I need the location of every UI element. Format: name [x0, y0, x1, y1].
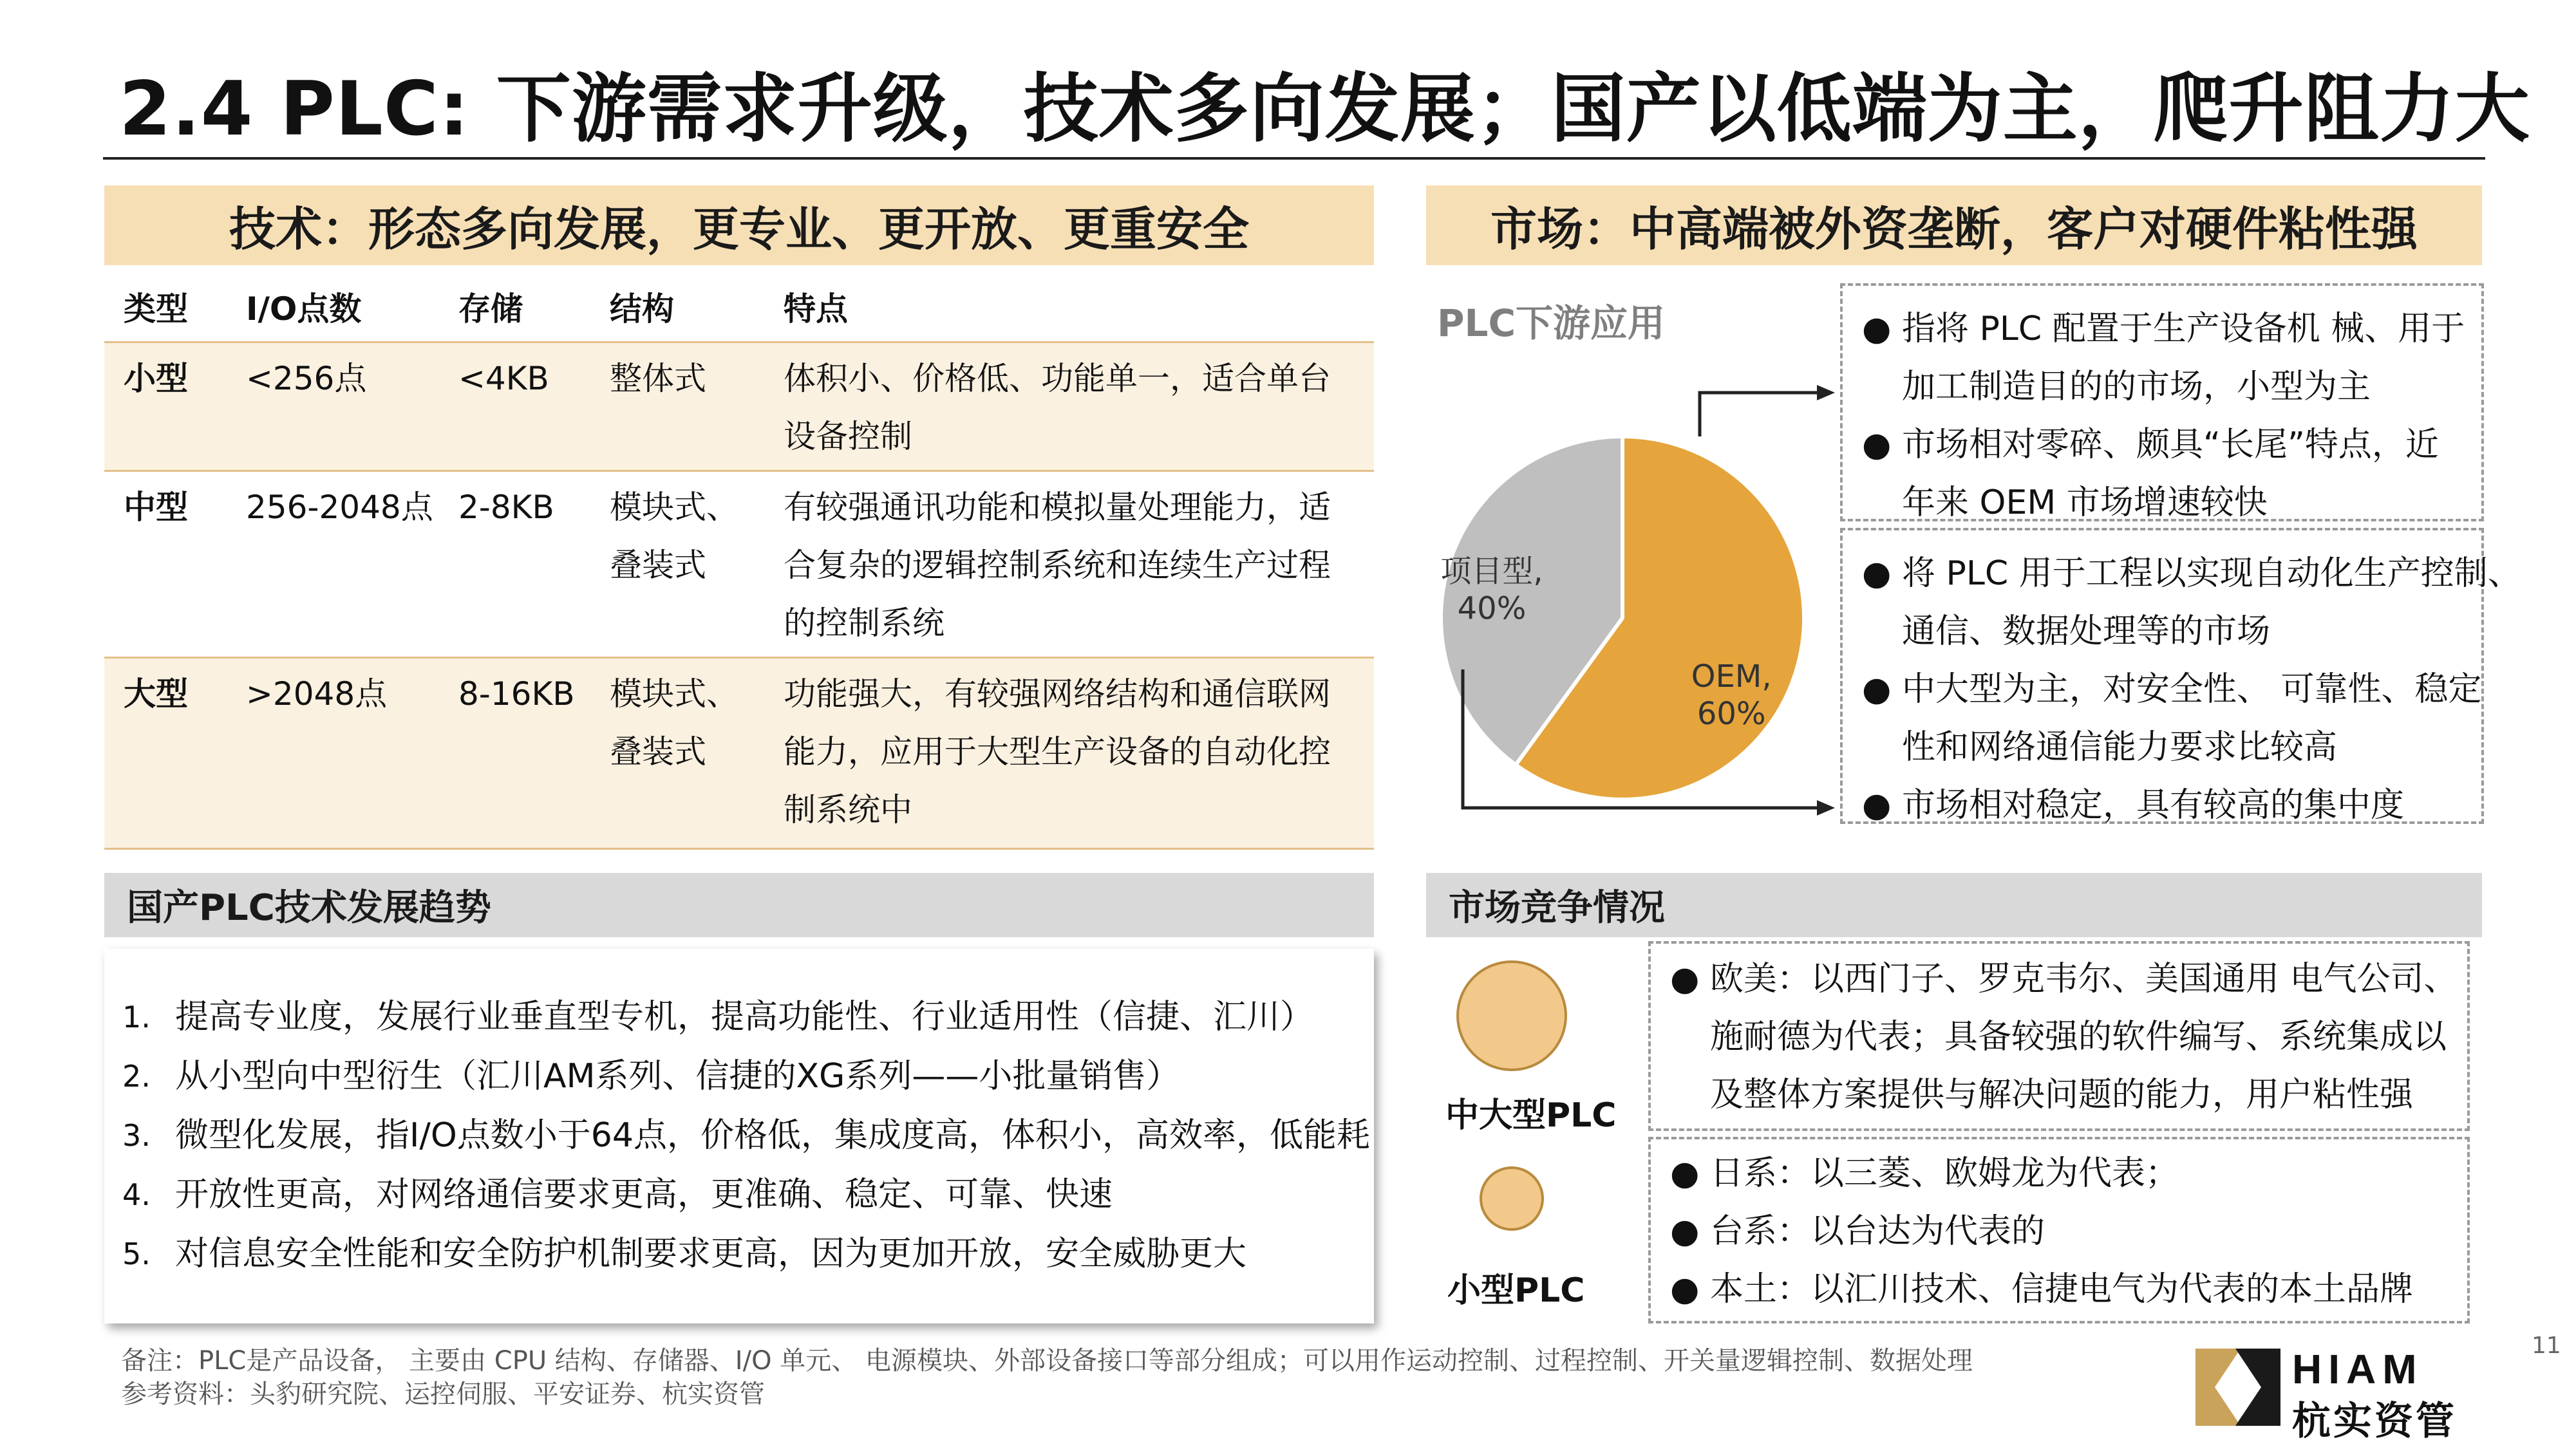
list-text: 从小型向中型衍生（汇川AM系列、信捷的XG系列——小批量销售） — [175, 1057, 1180, 1096]
pie-slice-value: 40% — [1457, 590, 1527, 627]
structure-line: 模块式、 — [610, 489, 738, 526]
oem-arrow-line — [1700, 393, 1822, 436]
io-cell: 256-2048点 — [246, 489, 433, 526]
list-number: 2. — [122, 1059, 151, 1094]
table-row — [104, 657, 1374, 850]
io-cell: <256点 — [246, 360, 367, 397]
logo-text-en: HIAM — [2292, 1346, 2423, 1392]
structure-line: 整体式 — [610, 360, 706, 397]
bullet-text: ● 将 PLC 用于工程以实现自动化生产控制、 — [1862, 545, 2481, 603]
storage-cell: 8-16KB — [458, 675, 575, 713]
bullet-dot: ● — [1670, 960, 1700, 998]
structure-cell — [610, 478, 784, 657]
bullet-text: ● 指将 PLC 配置于生产设备机 械、用于 — [1862, 300, 2481, 358]
bullet-text: 年来 OEM 市场增速较快 — [1902, 483, 2268, 522]
bullet-dot: ● — [1862, 670, 1892, 709]
feature-line: 的控制系统 — [784, 604, 945, 642]
large-plc-label: 中大型PLC — [1445, 1096, 1617, 1135]
large-plc-bubble — [1456, 960, 1567, 1071]
column-header: 结构 — [610, 290, 674, 328]
type-cell: 大型 — [124, 675, 188, 713]
feature-line: 合复杂的逻辑控制系统和连续生产过程 — [784, 547, 1331, 584]
small-plc-label: 小型PLC — [1447, 1271, 1585, 1310]
oem-arrowhead — [1817, 385, 1835, 400]
logo-text-cn: 杭实资管 — [2292, 1399, 2457, 1444]
large-plc-competitors-box — [1648, 941, 2470, 1131]
trends-header: 国产PLC技术发展趋势 — [104, 873, 1374, 937]
column-header: 类型 — [124, 290, 188, 328]
structure-line: 叠装式 — [610, 547, 706, 584]
feature-line: 体积小、价格低、功能单一，适合单台 — [784, 360, 1331, 397]
list-item — [104, 1106, 1374, 1165]
page-number: 11 — [2532, 1332, 2561, 1359]
bullet-text: ● 日系：以三菱、欧姆龙为代表； — [1670, 1145, 2467, 1202]
project-arrowhead — [1817, 800, 1835, 816]
table-header-row — [104, 277, 1374, 341]
pie-chart — [1423, 360, 1841, 824]
sources: 参考资料：头豹研究院、运控伺服、平安证券、杭实资管 — [121, 1379, 765, 1409]
storage-cell: <4KB — [458, 360, 549, 397]
feature-line: 设备控制 — [784, 418, 912, 455]
bullet-dot: ● — [1862, 425, 1892, 464]
feature-line: 有较强通讯功能和模拟量处理能力，适 — [784, 489, 1331, 526]
feature-line: 能力，应用于大型生产设备的自动化控 — [784, 733, 1331, 771]
list-number: 3. — [122, 1118, 151, 1153]
storage-cell: 2-8KB — [458, 489, 554, 526]
column-header: 存储 — [458, 290, 523, 328]
list-item — [104, 1047, 1374, 1106]
bullet-text: ● 欧美：以西门子、罗克韦尔、美国通用 电气公司、 — [1670, 950, 2467, 1008]
trends-list — [104, 949, 1374, 1323]
structure-cell — [610, 665, 784, 848]
list-text: 提高专业度，发展行业垂直型专机，提高功能性、行业适用性（信捷、汇川） — [175, 998, 1314, 1036]
small-plc-competitors-box — [1648, 1137, 2470, 1323]
list-number: 1. — [122, 1000, 151, 1034]
bullet-dot: ● — [1670, 1154, 1700, 1193]
list-item — [104, 1165, 1374, 1224]
project-description-box — [1840, 528, 2521, 825]
io-cell: >2048点 — [246, 675, 388, 713]
table-row — [104, 470, 1374, 657]
bullet-text: 加工制造目的的市场，小型为主 — [1902, 368, 2371, 406]
tech-header: 技术：形态多向发展，更专业、更开放、更重安全 — [104, 185, 1374, 265]
table-row — [104, 341, 1374, 470]
competition-header: 市场竞争情况 — [1426, 873, 2482, 937]
list-text: 对信息安全性能和安全防护机制要求更高，因为更加开放，安全威胁更大 — [175, 1235, 1247, 1273]
list-item — [104, 987, 1374, 1047]
features-cell — [784, 665, 1374, 848]
type-cell: 小型 — [124, 360, 188, 397]
bullet-dot: ● — [1862, 554, 1892, 593]
type-cell: 中型 — [124, 489, 188, 526]
bullet-text: 性和网络通信能力要求比较高 — [1902, 728, 2338, 767]
pie-slice-label: 项目型, — [1440, 553, 1543, 590]
features-cell — [784, 478, 1374, 657]
column-header: 特点 — [784, 290, 848, 328]
list-item — [104, 1224, 1374, 1284]
small-plc-bubble — [1480, 1166, 1544, 1231]
list-text: 微型化发展，指I/O点数小于64点，价格低，集成度高，体积小，高效率，低能耗 — [175, 1116, 1370, 1155]
bullet-dot: ● — [1670, 1212, 1700, 1251]
hiam-logo-icon — [2195, 1349, 2280, 1426]
pie-slice-label: OEM, — [1691, 659, 1772, 695]
plc-type-table — [104, 277, 1374, 850]
features-cell — [784, 350, 1374, 470]
page-title: 2.4 PLC: 下游需求升级，技术多向发展；国产以低端为主，爬升阻力大 — [119, 66, 2530, 153]
pie-title: PLC下游应用 — [1437, 301, 1666, 345]
bullet-text: ● 本土：以汇川技术、信捷电气为代表的本土品牌 — [1670, 1260, 2467, 1318]
list-number: 4. — [122, 1177, 151, 1212]
bullet-text: ● 市场相对零碎、颇具“长尾”特点，近 — [1862, 416, 2481, 474]
bullet-dot: ● — [1670, 1270, 1700, 1309]
pie-slice-value: 60% — [1697, 696, 1766, 733]
bullet-text: 及整体方案提供与解决问题的能力，用户粘性强 — [1710, 1076, 2414, 1114]
list-text: 开放性更高，对网络通信要求更高，更准确、稳定、可靠、快速 — [175, 1175, 1113, 1214]
footnote: 备注：PLC是产品设备， 主要由 CPU 结构、存储器、I/O 单元、 电源模块、外部设备接口等部分组成；可以用作运动控制、过程控制、开关量逻辑控制、数据处理 — [121, 1346, 1973, 1376]
market-header: 市场：中高端被外资垄断，客户对硬件粘性强 — [1426, 185, 2482, 265]
feature-line: 制系统中 — [784, 791, 912, 828]
structure-line: 叠装式 — [610, 733, 706, 771]
column-header: I/O点数 — [246, 290, 362, 328]
bullet-text: 通信、数据处理等的市场 — [1902, 612, 2271, 651]
structure-cell — [610, 350, 784, 470]
bullet-dot: ● — [1862, 310, 1892, 348]
list-number: 5. — [122, 1237, 151, 1271]
bullet-text: ● 台系：以台达为代表的 — [1670, 1202, 2467, 1260]
title-divider — [103, 157, 2485, 160]
oem-description-box — [1840, 283, 2484, 521]
feature-line: 功能强大，有较强网络结构和通信联网 — [784, 675, 1331, 713]
bullet-text: 施耐德为代表；具备较强的软件编写、系统集成以 — [1710, 1018, 2447, 1056]
bullet-text: ● 中大型为主，对安全性、 可靠性、稳定 — [1862, 660, 2481, 718]
bullet-dot: ● — [1862, 786, 1892, 825]
bullet-text: ● 市场相对稳定，具有较高的集中度 — [1862, 776, 2481, 834]
structure-line: 模块式、 — [610, 675, 738, 713]
